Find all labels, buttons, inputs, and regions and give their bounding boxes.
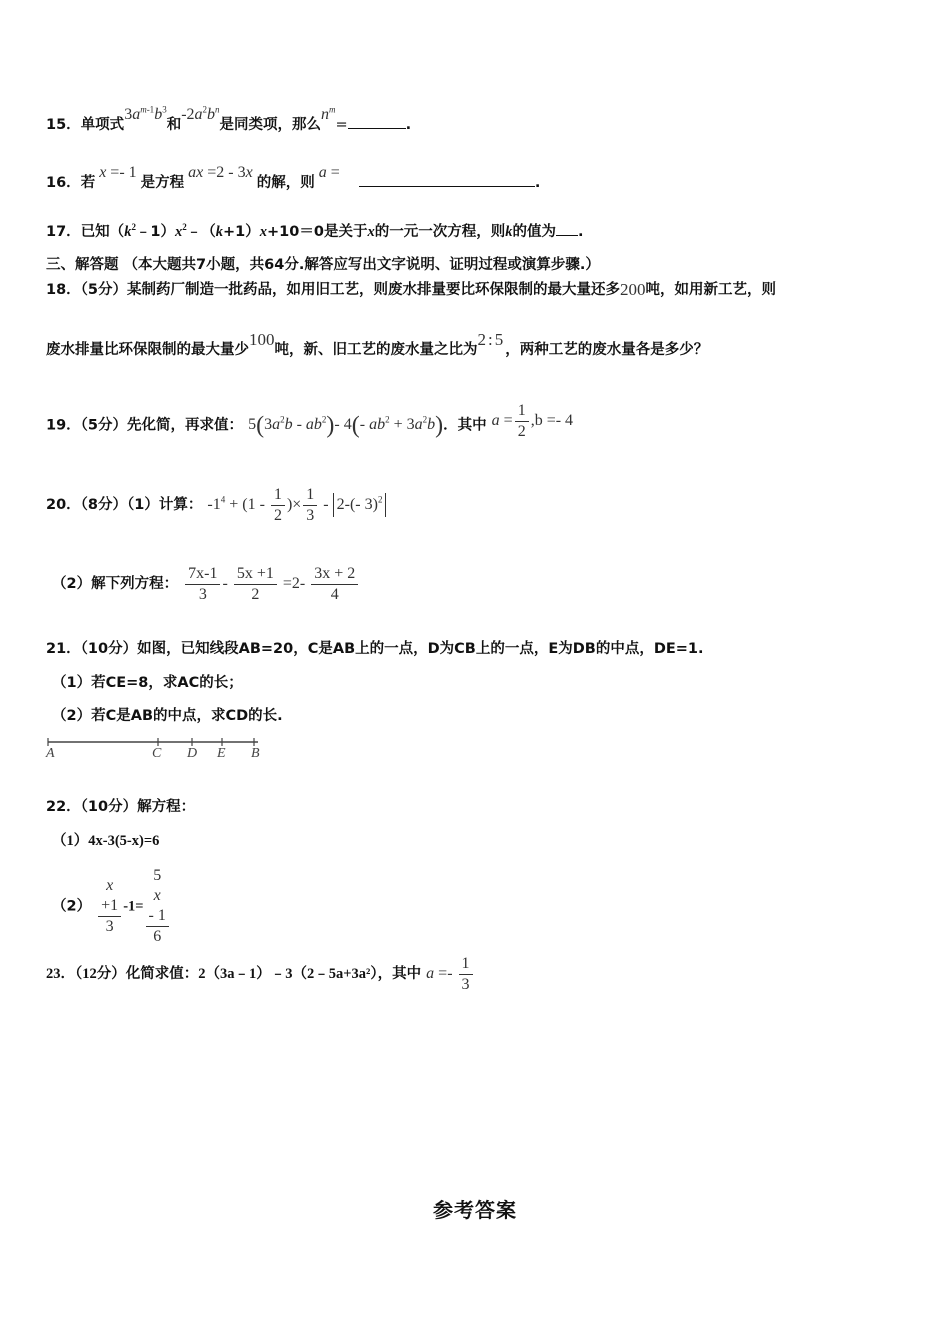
answer-blank: [556, 221, 578, 236]
question-22: 22．（10分）解方程：: [46, 799, 196, 815]
question-number: 16．: [46, 175, 81, 191]
question-number: 17．: [46, 224, 81, 240]
question-20-part-2: （2）解下列方程： $\frac{7x-1}{3}$ - $\frac{5x +1}{2}$ =2- $\frac{3x + 2}{4}$: [52, 562, 360, 606]
math-equation: x +1 3: [96, 876, 123, 937]
question-18-line-2: 废水排量比环保限制的最大量少100吨，新、旧工艺的废水量之比为2:5，两种工艺的废水量各是多少？: [46, 330, 709, 358]
question-17: 17．已知$(k^2﹣1)x^2﹣(k+1)x+10=0$是关于x的一元一次方程，则k的值为 .: [46, 222, 584, 240]
question-21-line-1: 21．（10分）如图，已知线段AB=20，C是AB上的一点，D为CB上的一点，E为DB的中点，DE=1.: [46, 641, 704, 657]
label-c: C: [152, 746, 162, 761]
math-n-power-m: $n^m$: [321, 104, 336, 123]
question-15: 15．单项式$3a^{m-1}b^3$和$-2a^2b^n$是同类项，那么$n^m=$ .: [46, 104, 412, 133]
label-b: B: [251, 746, 260, 761]
math-monomial-1: $3a^{m-1}b^3$: [124, 104, 167, 123]
answer-section-title: 参考答案: [433, 1198, 517, 1222]
question-21-part-2: （2）若C是AB的中点，求CD的长.: [52, 708, 283, 724]
label-a: A: [46, 746, 55, 761]
answer-blank: [359, 172, 535, 187]
math-x-equals: x =- 1: [99, 164, 141, 181]
math-equation: $\frac{7x-1}{3}$ - $\frac{5x +1}{2}$ =2- $\frac{3x + 2}{4}$: [183, 562, 360, 606]
math-calculation: $-1^4 + (1$ - $\frac{1}{2}$ )× $\frac{1}{3}$ - 2-(- 3)$^2$: [207, 483, 386, 527]
math-value: a =- $\frac{1}{3}$: [426, 952, 474, 996]
question-22-part-1: （1）4x-3(5-x)=6: [52, 833, 160, 849]
question-number: 15．: [46, 117, 81, 133]
question-21-part-1: （1）若CE=8，求AC的长；: [52, 675, 243, 691]
math-equation: ax =2 - 3x: [188, 164, 253, 181]
label-e: E: [217, 746, 226, 761]
math-expression: $5(3a^2b - ab^2)-$ 4(- $ab^2 + 3a^2b$): [248, 412, 444, 439]
question-22-part-2: （2） x +1 3 -1= 5 x - 1 6: [52, 866, 171, 910]
question-18-line-1: 18．（5分）某制药厂制造一批药品，如用旧工艺，则废水排量要比环保限制的最大量还多200吨，如用新工艺，则: [46, 280, 777, 299]
answer-blank: [348, 114, 406, 129]
question-23: 23．（12分）化简求值：2（3a﹣1）﹣3（2﹣5a+3a²），其中 a =- $\frac{1}{3}$: [46, 952, 475, 996]
question-20: 20．（8分）（1）计算： $-1^4 + (1$ - $\frac{1}{2}$ )× $\frac{1}{3}$ - 2-(- 3)$^2$: [46, 483, 386, 527]
math-a-equals: a =: [318, 164, 344, 181]
math-monomial-2: $-2a^2b^n$: [181, 104, 220, 123]
label-d: D: [187, 746, 198, 761]
math-values: a = $\frac{1}{2}$ ,b =- 4: [491, 402, 574, 440]
question-16: 16．若 x =- 1 是方程 ax =2 - 3x 的解，则 a = .: [46, 164, 541, 191]
line-segment-figure: [44, 736, 266, 762]
question-19: 19．（5分）先化简，再求值： $5(3a^2b - ab^2)-$ 4(- $ab^2 + 3a^2b$)．其中 a = $\frac{1}{2}$ ,b =- 4: [46, 405, 573, 439]
section-heading: 三、解答题 （本大题共7小题，共64分.解答应写出文字说明、证明过程或演算步骤.）: [46, 257, 600, 273]
